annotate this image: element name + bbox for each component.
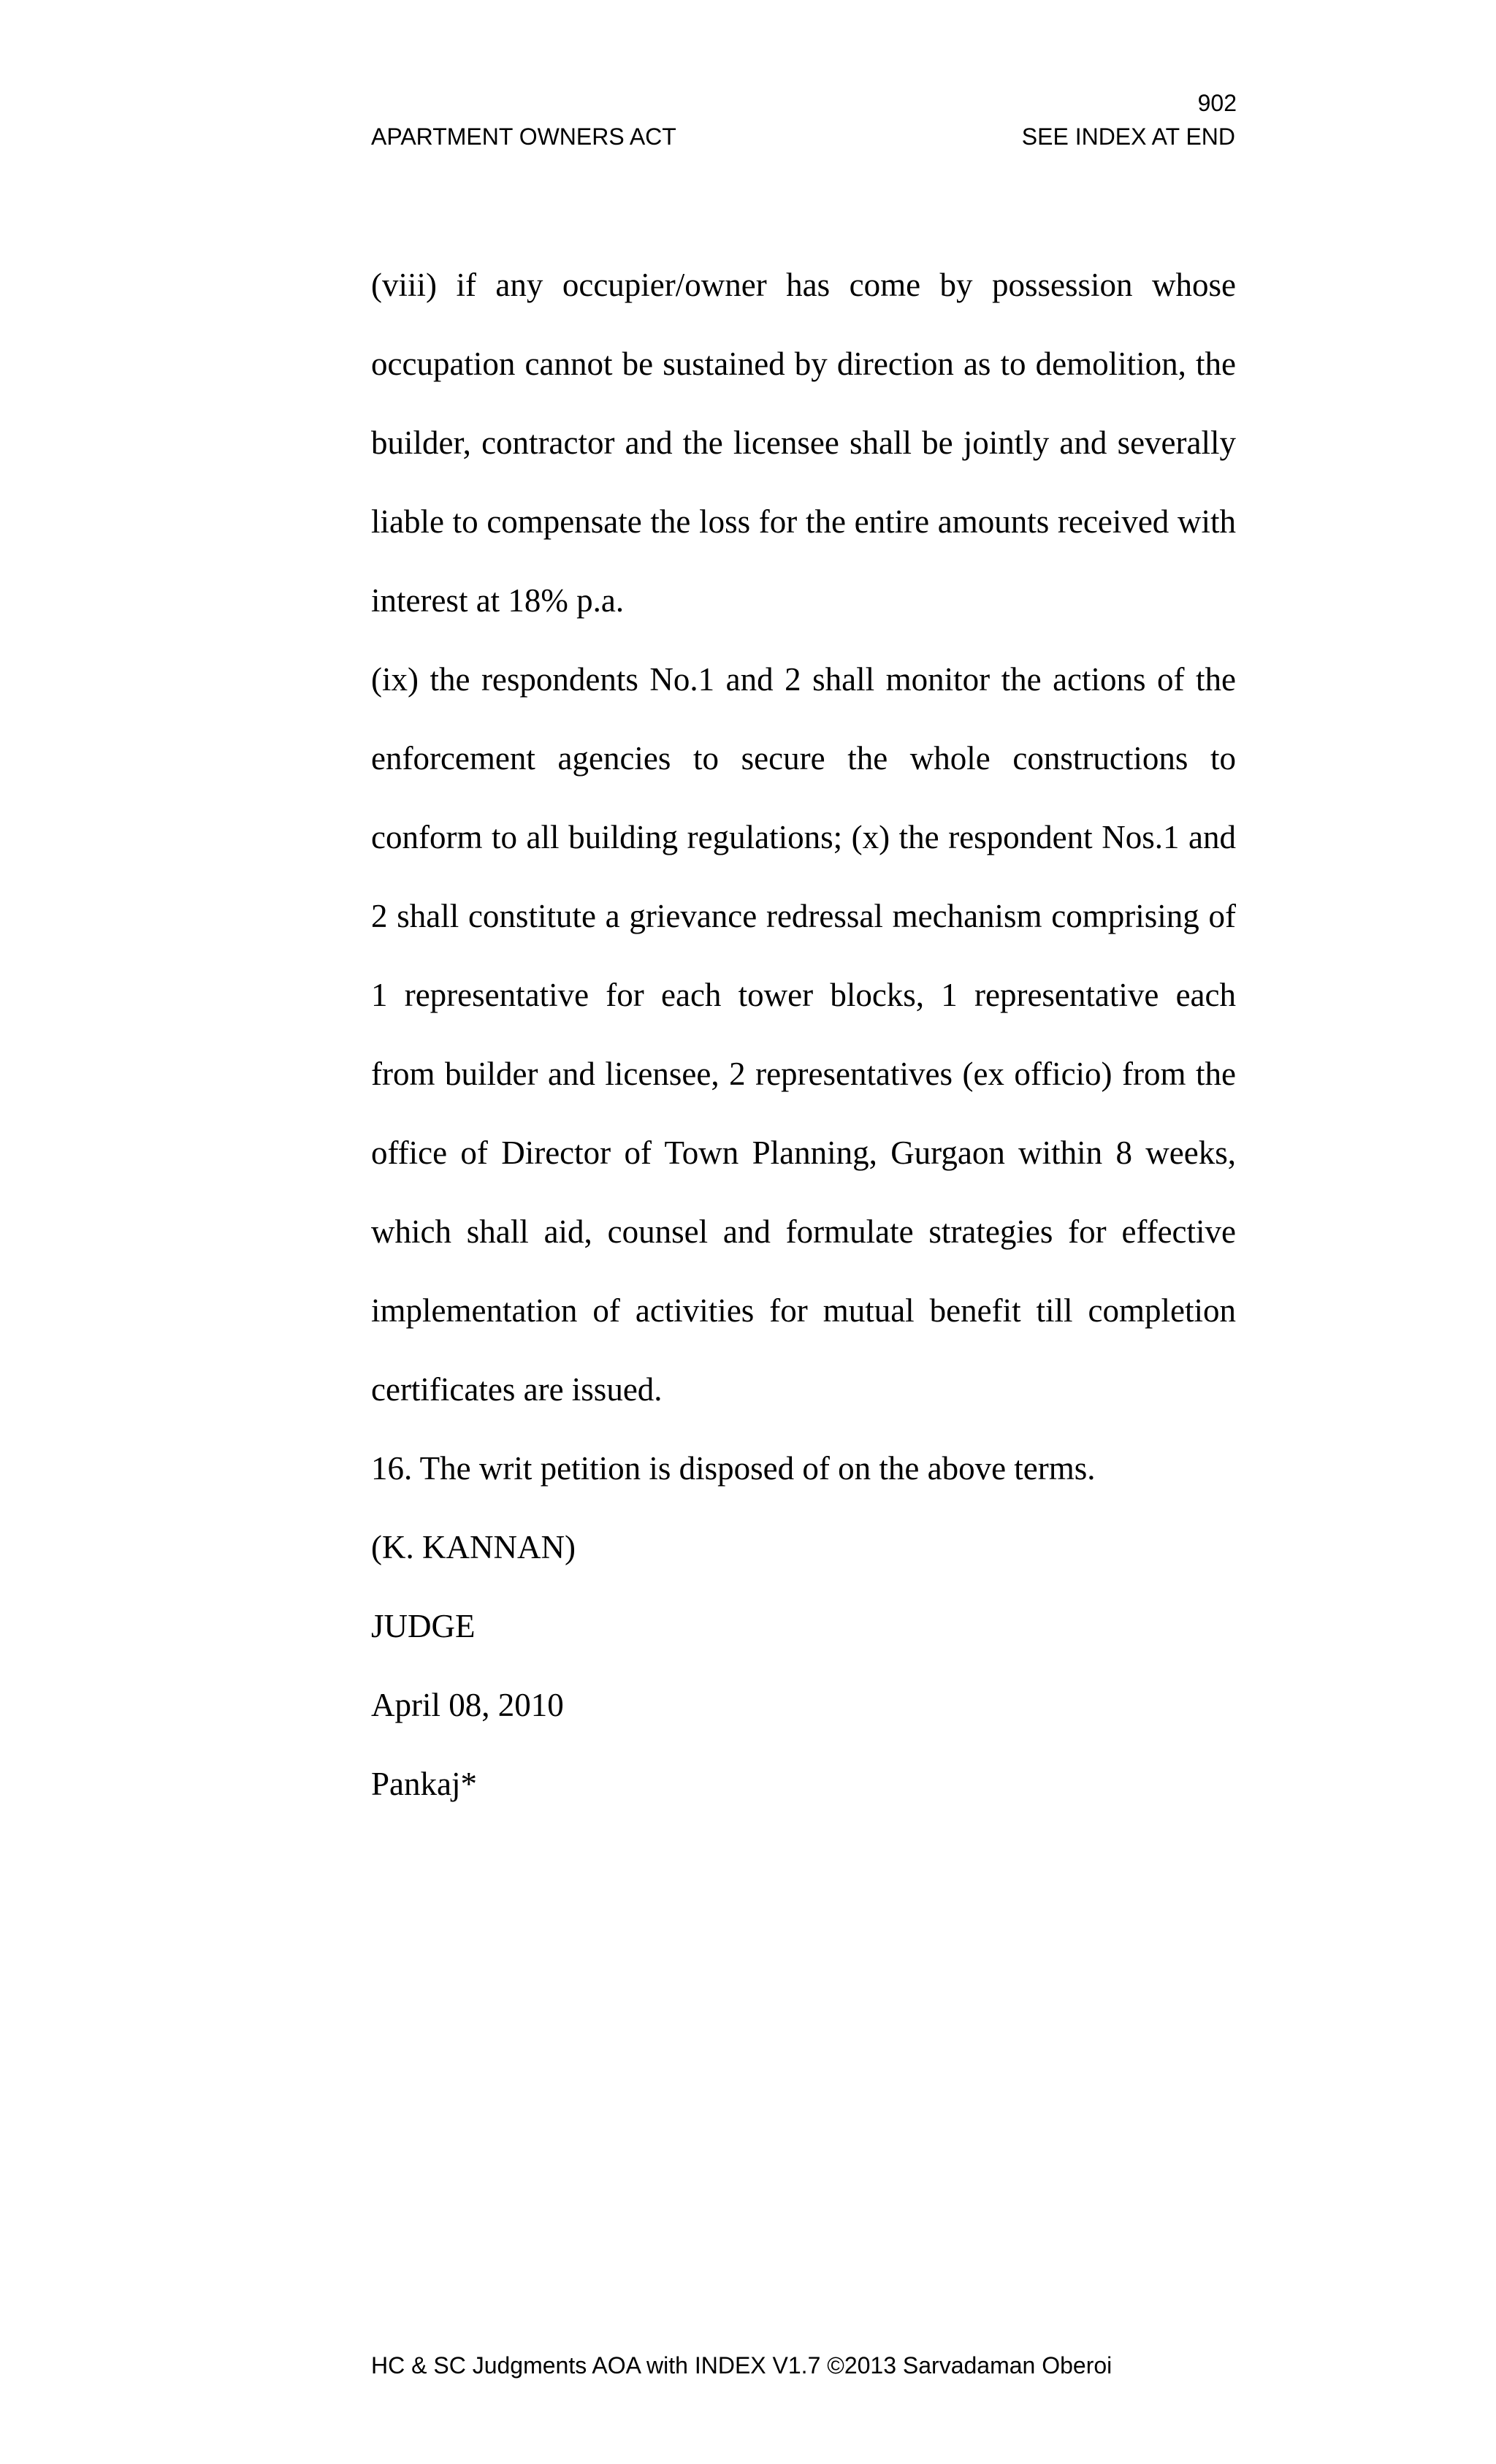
paragraph-viii: (viii) if any occupier/owner has come by possession whose occupation cannot be sustained by direction as to demolition, the builder, contractor and the licensee shall be jointly and severally liable to compensate the loss for the entire amounts received with interest at 18% p.a. — [371, 267, 1236, 619]
signature-title: JUDGE — [371, 1608, 476, 1644]
running-title-left: APARTMENT OWNERS ACT — [371, 123, 676, 150]
signature-name: (K. KANNAN) — [371, 1529, 576, 1565]
document-body — [371, 245, 1236, 1823]
signature-date: April 08, 2010 — [371, 1687, 564, 1723]
running-title-right: SEE INDEX AT END — [1021, 123, 1235, 150]
page-number: 902 — [1197, 90, 1237, 116]
closing-statement: 16. The writ petition is disposed of on the above terms. — [371, 1450, 1096, 1487]
paragraph-ix-x: (ix) the respondents No.1 and 2 shall monitor the actions of the enforcement agencies to secure the whole constructions to conform to all building regulations; (x) the respondent Nos.1 and 2 shall constitute a grievance redressal mechanism comprising of 1 representative for each tower blocks, 1 representative each from builder and licensee, 2 representatives (ex officio) from the office of Director of Town Planning, Gurgaon within 8 weeks, which shall aid, counsel and formulate strategies for effective implementation of activities for mutual benefit till completion certificates are issued. — [371, 661, 1236, 1408]
page-footer: HC & SC Judgments AOA with INDEX V1.7 ©2013 Sarvadaman Oberoi — [371, 2352, 1113, 2379]
signature-initials: Pankaj* — [371, 1766, 477, 1802]
